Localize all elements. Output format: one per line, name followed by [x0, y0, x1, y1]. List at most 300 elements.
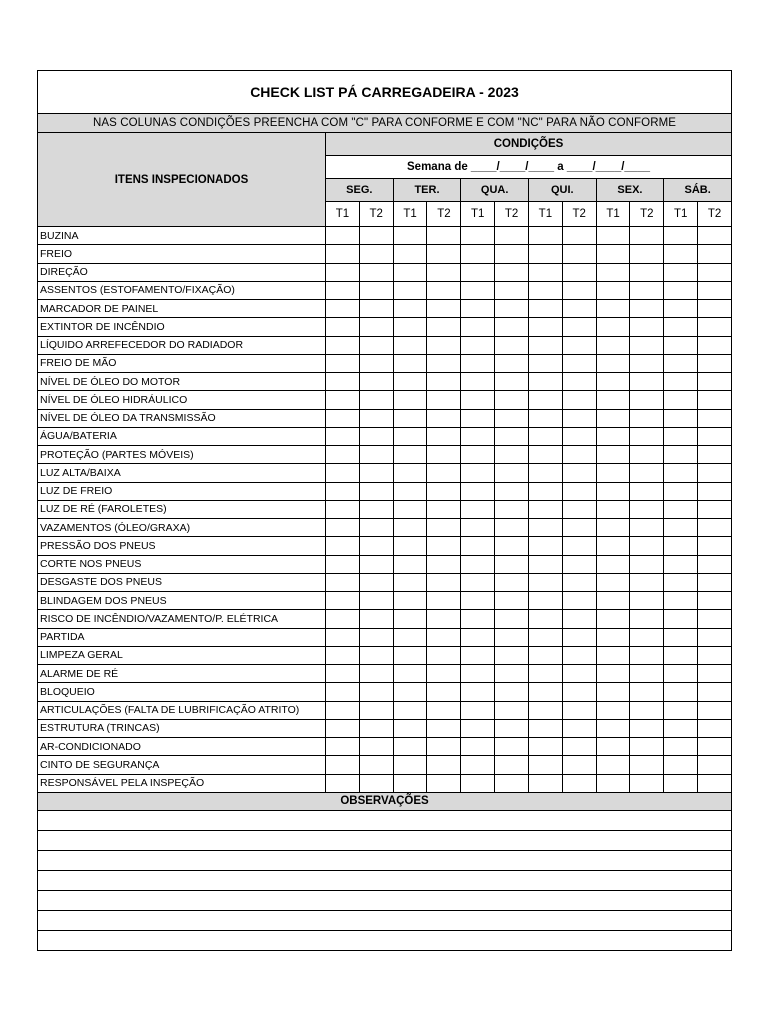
condition-cell[interactable]: [630, 683, 664, 701]
condition-cell[interactable]: [326, 263, 360, 281]
condition-cell[interactable]: [495, 318, 529, 336]
condition-cell[interactable]: [664, 318, 698, 336]
condition-cell[interactable]: [562, 665, 596, 683]
condition-cell[interactable]: [427, 610, 461, 628]
condition-cell[interactable]: [495, 719, 529, 737]
condition-cell[interactable]: [359, 446, 393, 464]
condition-cell[interactable]: [596, 701, 630, 719]
condition-cell[interactable]: [326, 482, 360, 500]
condition-cell[interactable]: [427, 373, 461, 391]
condition-cell[interactable]: [562, 519, 596, 537]
condition-cell[interactable]: [495, 391, 529, 409]
condition-cell[interactable]: [495, 683, 529, 701]
condition-cell[interactable]: [596, 628, 630, 646]
condition-cell[interactable]: [630, 263, 664, 281]
condition-cell[interactable]: [630, 537, 664, 555]
condition-cell[interactable]: [393, 500, 427, 518]
condition-cell[interactable]: [359, 427, 393, 445]
condition-cell[interactable]: [427, 628, 461, 646]
condition-cell[interactable]: [630, 646, 664, 664]
condition-cell[interactable]: [596, 391, 630, 409]
condition-cell[interactable]: [427, 738, 461, 756]
condition-cell[interactable]: [495, 300, 529, 318]
condition-cell[interactable]: [495, 519, 529, 537]
condition-cell[interactable]: [664, 519, 698, 537]
condition-cell[interactable]: [562, 446, 596, 464]
condition-cell[interactable]: [326, 446, 360, 464]
condition-cell[interactable]: [596, 756, 630, 774]
condition-cell[interactable]: [393, 683, 427, 701]
condition-cell[interactable]: [495, 537, 529, 555]
condition-cell[interactable]: [461, 263, 495, 281]
condition-cell[interactable]: [393, 756, 427, 774]
condition-cell[interactable]: [562, 354, 596, 372]
condition-cell[interactable]: [495, 738, 529, 756]
condition-cell[interactable]: [664, 774, 698, 792]
condition-cell[interactable]: [630, 446, 664, 464]
condition-cell[interactable]: [528, 519, 562, 537]
condition-cell[interactable]: [596, 719, 630, 737]
condition-cell[interactable]: [562, 427, 596, 445]
condition-cell[interactable]: [596, 464, 630, 482]
condition-cell[interactable]: [326, 646, 360, 664]
condition-cell[interactable]: [427, 756, 461, 774]
condition-cell[interactable]: [562, 464, 596, 482]
condition-cell[interactable]: [326, 774, 360, 792]
condition-cell[interactable]: [427, 592, 461, 610]
condition-cell[interactable]: [528, 354, 562, 372]
condition-cell[interactable]: [562, 701, 596, 719]
condition-cell[interactable]: [562, 500, 596, 518]
condition-cell[interactable]: [393, 354, 427, 372]
condition-cell[interactable]: [326, 756, 360, 774]
condition-cell[interactable]: [664, 719, 698, 737]
condition-cell[interactable]: [461, 500, 495, 518]
condition-cell[interactable]: [630, 318, 664, 336]
condition-cell[interactable]: [596, 738, 630, 756]
condition-cell[interactable]: [630, 482, 664, 500]
condition-cell[interactable]: [630, 336, 664, 354]
condition-cell[interactable]: [393, 646, 427, 664]
condition-cell[interactable]: [326, 719, 360, 737]
condition-cell[interactable]: [528, 573, 562, 591]
condition-cell[interactable]: [461, 245, 495, 263]
condition-cell[interactable]: [596, 610, 630, 628]
condition-cell[interactable]: [495, 263, 529, 281]
condition-cell[interactable]: [461, 774, 495, 792]
condition-cell[interactable]: [461, 318, 495, 336]
condition-cell[interactable]: [698, 555, 732, 573]
condition-cell[interactable]: [427, 336, 461, 354]
condition-cell[interactable]: [359, 354, 393, 372]
condition-cell[interactable]: [461, 683, 495, 701]
observation-line[interactable]: [38, 870, 732, 890]
condition-cell[interactable]: [427, 300, 461, 318]
condition-cell[interactable]: [427, 427, 461, 445]
condition-cell[interactable]: [596, 555, 630, 573]
condition-cell[interactable]: [495, 373, 529, 391]
condition-cell[interactable]: [393, 738, 427, 756]
condition-cell[interactable]: [461, 628, 495, 646]
condition-cell[interactable]: [664, 354, 698, 372]
condition-cell[interactable]: [427, 665, 461, 683]
condition-cell[interactable]: [359, 519, 393, 537]
condition-cell[interactable]: [664, 555, 698, 573]
condition-cell[interactable]: [326, 427, 360, 445]
condition-cell[interactable]: [393, 701, 427, 719]
condition-cell[interactable]: [698, 391, 732, 409]
condition-cell[interactable]: [664, 628, 698, 646]
condition-cell[interactable]: [359, 464, 393, 482]
condition-cell[interactable]: [630, 391, 664, 409]
condition-cell[interactable]: [698, 245, 732, 263]
condition-cell[interactable]: [528, 665, 562, 683]
condition-cell[interactable]: [698, 683, 732, 701]
condition-cell[interactable]: [596, 446, 630, 464]
condition-cell[interactable]: [461, 573, 495, 591]
condition-cell[interactable]: [596, 646, 630, 664]
condition-cell[interactable]: [461, 409, 495, 427]
condition-cell[interactable]: [630, 628, 664, 646]
condition-cell[interactable]: [630, 774, 664, 792]
condition-cell[interactable]: [596, 519, 630, 537]
condition-cell[interactable]: [528, 555, 562, 573]
condition-cell[interactable]: [630, 592, 664, 610]
condition-cell[interactable]: [664, 482, 698, 500]
condition-cell[interactable]: [596, 665, 630, 683]
condition-cell[interactable]: [528, 592, 562, 610]
condition-cell[interactable]: [326, 683, 360, 701]
condition-cell[interactable]: [664, 446, 698, 464]
condition-cell[interactable]: [427, 227, 461, 245]
condition-cell[interactable]: [698, 774, 732, 792]
condition-cell[interactable]: [461, 281, 495, 299]
condition-cell[interactable]: [698, 482, 732, 500]
condition-cell[interactable]: [359, 719, 393, 737]
condition-cell[interactable]: [596, 500, 630, 518]
condition-cell[interactable]: [495, 446, 529, 464]
condition-cell[interactable]: [630, 245, 664, 263]
condition-cell[interactable]: [326, 300, 360, 318]
condition-cell[interactable]: [698, 628, 732, 646]
condition-cell[interactable]: [427, 555, 461, 573]
condition-cell[interactable]: [393, 373, 427, 391]
condition-cell[interactable]: [461, 537, 495, 555]
condition-cell[interactable]: [359, 281, 393, 299]
condition-cell[interactable]: [562, 263, 596, 281]
condition-cell[interactable]: [427, 519, 461, 537]
condition-cell[interactable]: [359, 646, 393, 664]
condition-cell[interactable]: [698, 281, 732, 299]
condition-cell[interactable]: [461, 756, 495, 774]
condition-cell[interactable]: [528, 373, 562, 391]
condition-cell[interactable]: [698, 300, 732, 318]
condition-cell[interactable]: [461, 646, 495, 664]
condition-cell[interactable]: [359, 701, 393, 719]
condition-cell[interactable]: [528, 281, 562, 299]
condition-cell[interactable]: [698, 263, 732, 281]
condition-cell[interactable]: [359, 391, 393, 409]
condition-cell[interactable]: [596, 354, 630, 372]
condition-cell[interactable]: [359, 628, 393, 646]
condition-cell[interactable]: [427, 281, 461, 299]
condition-cell[interactable]: [427, 409, 461, 427]
condition-cell[interactable]: [698, 701, 732, 719]
condition-cell[interactable]: [495, 464, 529, 482]
condition-cell[interactable]: [393, 427, 427, 445]
condition-cell[interactable]: [427, 774, 461, 792]
condition-cell[interactable]: [528, 227, 562, 245]
condition-cell[interactable]: [596, 263, 630, 281]
condition-cell[interactable]: [698, 573, 732, 591]
condition-cell[interactable]: [596, 409, 630, 427]
condition-cell[interactable]: [393, 774, 427, 792]
condition-cell[interactable]: [698, 354, 732, 372]
condition-cell[interactable]: [630, 738, 664, 756]
condition-cell[interactable]: [528, 427, 562, 445]
condition-cell[interactable]: [427, 701, 461, 719]
condition-cell[interactable]: [562, 409, 596, 427]
condition-cell[interactable]: [393, 573, 427, 591]
condition-cell[interactable]: [461, 391, 495, 409]
condition-cell[interactable]: [461, 446, 495, 464]
condition-cell[interactable]: [562, 245, 596, 263]
condition-cell[interactable]: [664, 500, 698, 518]
condition-cell[interactable]: [528, 537, 562, 555]
condition-cell[interactable]: [664, 391, 698, 409]
condition-cell[interactable]: [664, 373, 698, 391]
condition-cell[interactable]: [495, 354, 529, 372]
condition-cell[interactable]: [698, 756, 732, 774]
condition-cell[interactable]: [461, 300, 495, 318]
condition-cell[interactable]: [326, 537, 360, 555]
condition-cell[interactable]: [359, 555, 393, 573]
condition-cell[interactable]: [528, 774, 562, 792]
condition-cell[interactable]: [326, 227, 360, 245]
condition-cell[interactable]: [427, 464, 461, 482]
condition-cell[interactable]: [630, 354, 664, 372]
condition-cell[interactable]: [562, 646, 596, 664]
condition-cell[interactable]: [461, 592, 495, 610]
condition-cell[interactable]: [630, 610, 664, 628]
condition-cell[interactable]: [326, 245, 360, 263]
condition-cell[interactable]: [528, 245, 562, 263]
condition-cell[interactable]: [495, 427, 529, 445]
condition-cell[interactable]: [393, 482, 427, 500]
condition-cell[interactable]: [562, 573, 596, 591]
condition-cell[interactable]: [630, 756, 664, 774]
condition-cell[interactable]: [698, 318, 732, 336]
condition-cell[interactable]: [326, 318, 360, 336]
condition-cell[interactable]: [326, 628, 360, 646]
condition-cell[interactable]: [664, 756, 698, 774]
condition-cell[interactable]: [664, 300, 698, 318]
condition-cell[interactable]: [326, 738, 360, 756]
condition-cell[interactable]: [562, 336, 596, 354]
condition-cell[interactable]: [461, 427, 495, 445]
condition-cell[interactable]: [698, 719, 732, 737]
condition-cell[interactable]: [630, 300, 664, 318]
condition-cell[interactable]: [326, 500, 360, 518]
condition-cell[interactable]: [393, 336, 427, 354]
condition-cell[interactable]: [427, 719, 461, 737]
condition-cell[interactable]: [528, 628, 562, 646]
condition-cell[interactable]: [562, 756, 596, 774]
condition-cell[interactable]: [461, 610, 495, 628]
observation-line[interactable]: [38, 850, 732, 870]
observation-line[interactable]: [38, 810, 732, 830]
condition-cell[interactable]: [528, 500, 562, 518]
condition-cell[interactable]: [562, 318, 596, 336]
condition-cell[interactable]: [562, 683, 596, 701]
condition-cell[interactable]: [427, 318, 461, 336]
observation-line[interactable]: [38, 930, 732, 950]
condition-cell[interactable]: [698, 227, 732, 245]
condition-cell[interactable]: [528, 446, 562, 464]
condition-cell[interactable]: [528, 610, 562, 628]
condition-cell[interactable]: [326, 281, 360, 299]
condition-cell[interactable]: [326, 373, 360, 391]
condition-cell[interactable]: [393, 519, 427, 537]
condition-cell[interactable]: [359, 318, 393, 336]
condition-cell[interactable]: [562, 774, 596, 792]
condition-cell[interactable]: [495, 646, 529, 664]
condition-cell[interactable]: [393, 592, 427, 610]
condition-cell[interactable]: [461, 555, 495, 573]
condition-cell[interactable]: [393, 537, 427, 555]
condition-cell[interactable]: [664, 610, 698, 628]
condition-cell[interactable]: [664, 665, 698, 683]
condition-cell[interactable]: [664, 281, 698, 299]
condition-cell[interactable]: [359, 756, 393, 774]
condition-cell[interactable]: [562, 227, 596, 245]
condition-cell[interactable]: [393, 464, 427, 482]
condition-cell[interactable]: [562, 537, 596, 555]
condition-cell[interactable]: [528, 300, 562, 318]
condition-cell[interactable]: [562, 391, 596, 409]
condition-cell[interactable]: [393, 300, 427, 318]
condition-cell[interactable]: [461, 373, 495, 391]
condition-cell[interactable]: [427, 573, 461, 591]
condition-cell[interactable]: [427, 391, 461, 409]
observation-line[interactable]: [38, 830, 732, 850]
condition-cell[interactable]: [630, 719, 664, 737]
condition-cell[interactable]: [359, 336, 393, 354]
condition-cell[interactable]: [596, 245, 630, 263]
condition-cell[interactable]: [528, 464, 562, 482]
observation-line[interactable]: [38, 890, 732, 910]
condition-cell[interactable]: [698, 665, 732, 683]
condition-cell[interactable]: [528, 701, 562, 719]
condition-cell[interactable]: [596, 300, 630, 318]
condition-cell[interactable]: [393, 263, 427, 281]
condition-cell[interactable]: [495, 227, 529, 245]
condition-cell[interactable]: [698, 500, 732, 518]
condition-cell[interactable]: [326, 336, 360, 354]
condition-cell[interactable]: [664, 592, 698, 610]
condition-cell[interactable]: [630, 519, 664, 537]
condition-cell[interactable]: [664, 464, 698, 482]
condition-cell[interactable]: [596, 683, 630, 701]
condition-cell[interactable]: [562, 592, 596, 610]
condition-cell[interactable]: [461, 738, 495, 756]
condition-cell[interactable]: [495, 482, 529, 500]
condition-cell[interactable]: [393, 665, 427, 683]
condition-cell[interactable]: [664, 683, 698, 701]
condition-cell[interactable]: [596, 336, 630, 354]
condition-cell[interactable]: [359, 300, 393, 318]
condition-cell[interactable]: [630, 701, 664, 719]
condition-cell[interactable]: [326, 391, 360, 409]
condition-cell[interactable]: [393, 409, 427, 427]
condition-cell[interactable]: [528, 391, 562, 409]
condition-cell[interactable]: [664, 738, 698, 756]
condition-cell[interactable]: [495, 573, 529, 591]
condition-cell[interactable]: [698, 646, 732, 664]
condition-cell[interactable]: [596, 373, 630, 391]
condition-cell[interactable]: [664, 427, 698, 445]
condition-cell[interactable]: [326, 464, 360, 482]
condition-cell[interactable]: [359, 245, 393, 263]
condition-cell[interactable]: [562, 719, 596, 737]
condition-cell[interactable]: [326, 592, 360, 610]
observation-line[interactable]: [38, 910, 732, 930]
condition-cell[interactable]: [359, 774, 393, 792]
condition-cell[interactable]: [359, 373, 393, 391]
condition-cell[interactable]: [698, 519, 732, 537]
condition-cell[interactable]: [528, 263, 562, 281]
condition-cell[interactable]: [461, 519, 495, 537]
condition-cell[interactable]: [393, 318, 427, 336]
condition-cell[interactable]: [461, 354, 495, 372]
condition-cell[interactable]: [562, 738, 596, 756]
condition-cell[interactable]: [393, 446, 427, 464]
condition-cell[interactable]: [359, 665, 393, 683]
condition-cell[interactable]: [698, 336, 732, 354]
condition-cell[interactable]: [495, 774, 529, 792]
condition-cell[interactable]: [528, 738, 562, 756]
condition-cell[interactable]: [495, 592, 529, 610]
condition-cell[interactable]: [528, 646, 562, 664]
condition-cell[interactable]: [495, 245, 529, 263]
week-line[interactable]: Semana de ____/____/____ a ____/____/____: [326, 156, 732, 179]
condition-cell[interactable]: [495, 281, 529, 299]
condition-cell[interactable]: [359, 738, 393, 756]
condition-cell[interactable]: [630, 665, 664, 683]
condition-cell[interactable]: [698, 610, 732, 628]
condition-cell[interactable]: [359, 683, 393, 701]
condition-cell[interactable]: [596, 227, 630, 245]
condition-cell[interactable]: [698, 446, 732, 464]
condition-cell[interactable]: [393, 719, 427, 737]
condition-cell[interactable]: [630, 427, 664, 445]
condition-cell[interactable]: [427, 500, 461, 518]
condition-cell[interactable]: [326, 519, 360, 537]
condition-cell[interactable]: [528, 719, 562, 737]
condition-cell[interactable]: [698, 427, 732, 445]
condition-cell[interactable]: [461, 719, 495, 737]
condition-cell[interactable]: [326, 610, 360, 628]
condition-cell[interactable]: [630, 409, 664, 427]
condition-cell[interactable]: [630, 373, 664, 391]
condition-cell[interactable]: [495, 701, 529, 719]
condition-cell[interactable]: [596, 573, 630, 591]
condition-cell[interactable]: [596, 281, 630, 299]
condition-cell[interactable]: [495, 409, 529, 427]
condition-cell[interactable]: [596, 427, 630, 445]
condition-cell[interactable]: [427, 354, 461, 372]
condition-cell[interactable]: [427, 646, 461, 664]
